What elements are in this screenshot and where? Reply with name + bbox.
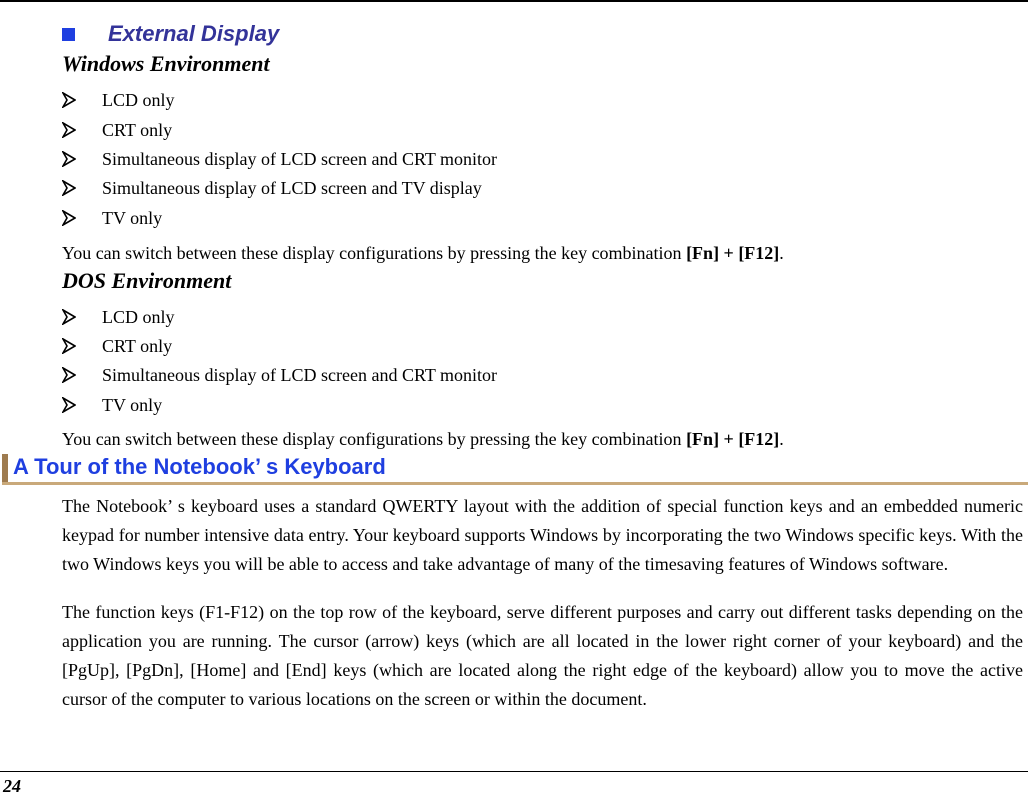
- external-display-heading: [62, 20, 279, 48]
- note-text: You can switch between these display configurations by pressing the key combination: [62, 429, 687, 449]
- arrow-bullet-icon: [62, 210, 76, 226]
- note-end: .: [779, 429, 784, 449]
- arrow-bullet-icon: [62, 338, 76, 354]
- keyboard-paragraph-1: The Notebook’ s keyboard uses a standard QWERTY layout with the addition of special function keys and an embedded numeric keypad for number intensive data entry. Your keyboard supports Windows by incorporating the two Windows specific keys. With the two Windows keys you will be able to access and take advantage of many of the timesaving features of Windows software.: [62, 496, 1023, 574]
- section-accent-bar: [2, 454, 8, 483]
- windows-environment-heading: Windows Environment: [62, 51, 270, 76]
- list-item: [62, 207, 162, 229]
- section-title: A Tour of the Notebook’ s Keyboard: [13, 454, 386, 479]
- windows-switch-note: [62, 242, 784, 264]
- list-item-label: Simultaneous display of LCD screen and TV display: [102, 178, 482, 198]
- list-item-label: LCD only: [102, 307, 175, 327]
- arrow-bullet-icon: [62, 122, 76, 138]
- external-display-title: External Display: [108, 21, 280, 46]
- list-item-label: LCD only: [102, 90, 175, 110]
- list-item-label: TV only: [102, 208, 163, 228]
- list-item: [62, 148, 497, 170]
- list-item-label: Simultaneous display of LCD screen and CRT monitor: [102, 365, 498, 385]
- list-item: [62, 119, 172, 141]
- dos-environment-heading: DOS Environment: [62, 268, 232, 293]
- keyboard-section-header: [0, 452, 1028, 485]
- list-item: [62, 89, 175, 111]
- list-item-label: CRT only: [102, 336, 173, 356]
- page-number: 24: [3, 776, 21, 796]
- list-item-label: CRT only: [102, 120, 173, 140]
- list-item: [62, 364, 497, 386]
- square-bullet-icon: [62, 28, 75, 41]
- section-underline: [2, 482, 1028, 485]
- keyboard-paragraph-2: The function keys (F1-F12) on the top row of the keyboard, serve different purposes and carry out different tasks depending on the application you are running. The cursor (arrow) keys (which are all located in the lower right corner of your keyboard) and the [PgUp], [PgDn], [Home] and [End] keys (which are located along the right edge of the keyboard) allow you to move the active cursor of the computer to various locations on the screen or within the document.: [62, 602, 1023, 709]
- list-item: [62, 335, 172, 357]
- key-combination: [Fn] + [F12]: [686, 429, 780, 449]
- list-item: [62, 306, 175, 328]
- arrow-bullet-icon: [62, 180, 76, 196]
- note-end: .: [779, 243, 784, 263]
- arrow-bullet-icon: [62, 309, 76, 325]
- arrow-bullet-icon: [62, 92, 76, 108]
- top-rule: [0, 0, 1028, 2]
- arrow-bullet-icon: [62, 151, 76, 167]
- dos-switch-note: [62, 428, 784, 450]
- list-item: [62, 394, 162, 416]
- footer-rule: [0, 771, 1028, 772]
- note-text: You can switch between these display configurations by pressing the key combination: [62, 243, 687, 263]
- list-item: [62, 177, 482, 199]
- list-item-label: Simultaneous display of LCD screen and CRT monitor: [102, 149, 498, 169]
- key-combination: [Fn] + [F12]: [686, 243, 780, 263]
- arrow-bullet-icon: [62, 367, 76, 383]
- arrow-bullet-icon: [62, 397, 76, 413]
- list-item-label: TV only: [102, 395, 163, 415]
